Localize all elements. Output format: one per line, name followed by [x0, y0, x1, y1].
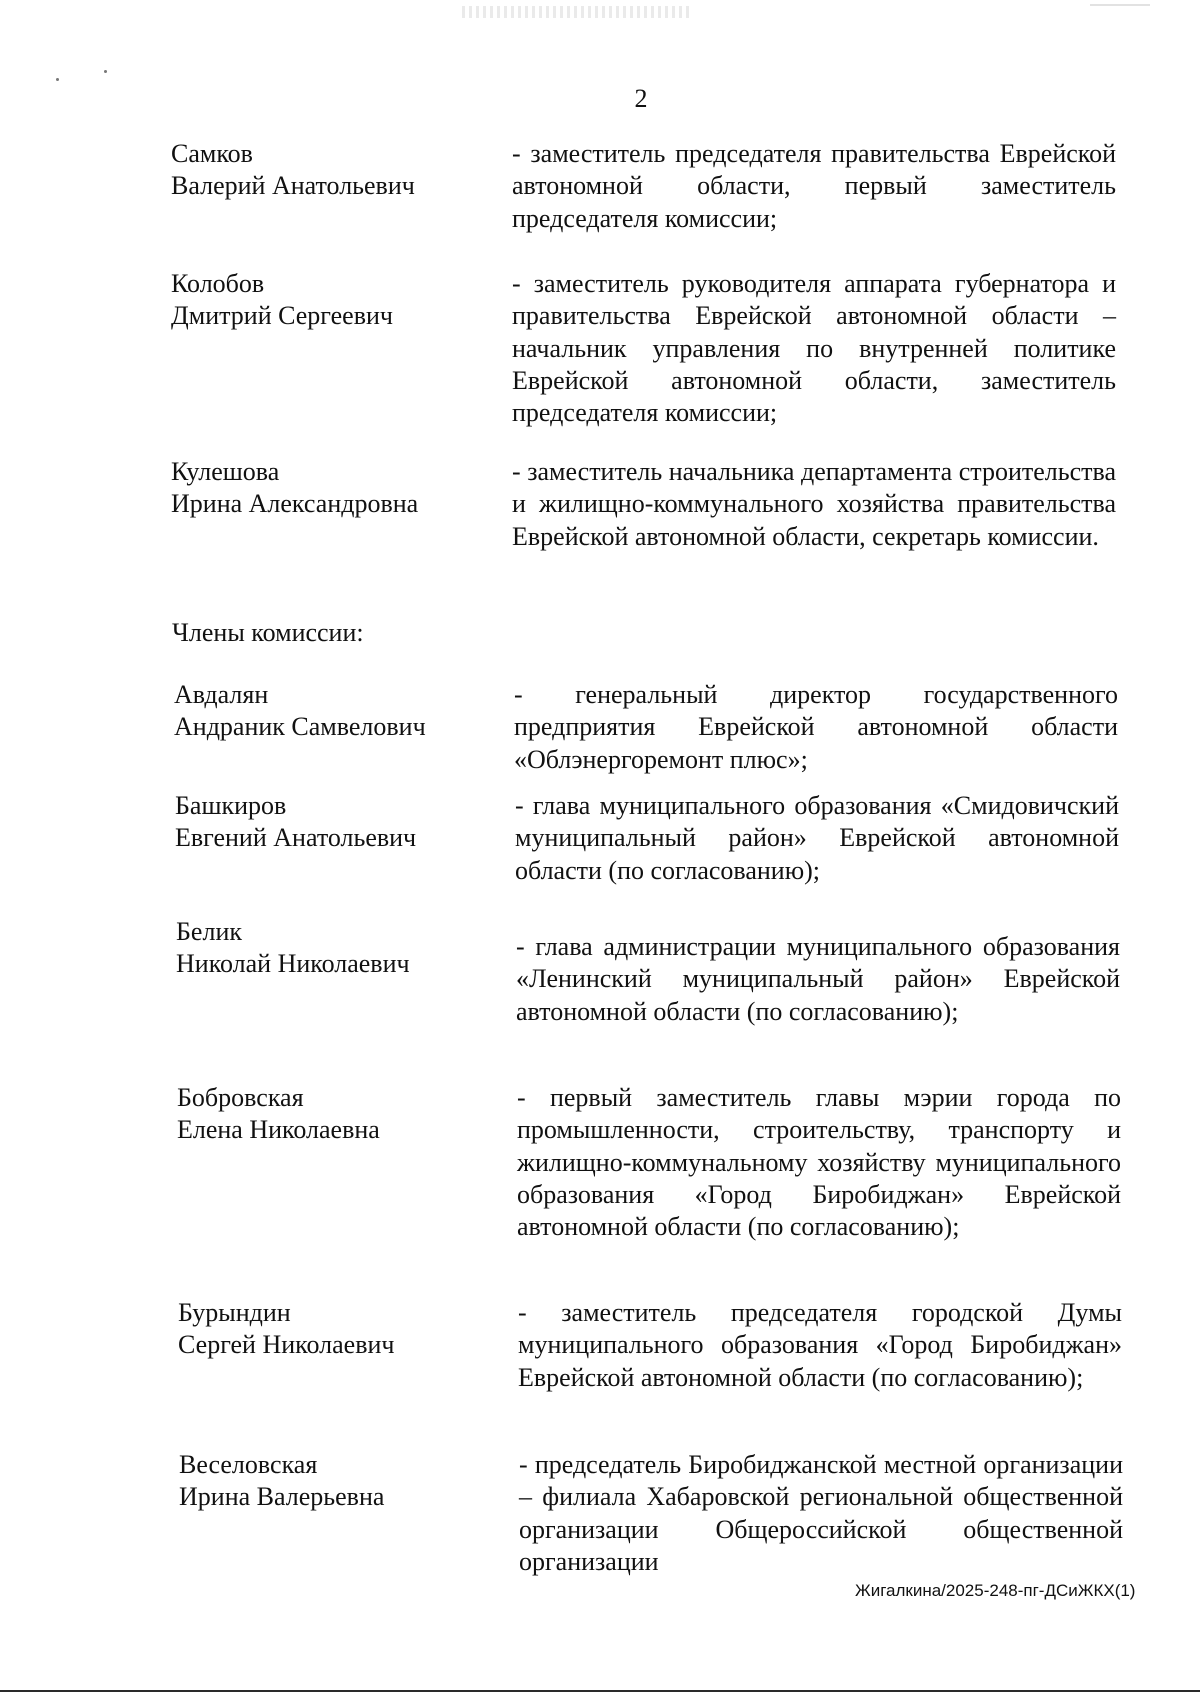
person-role: - заместитель председателя городской Думы муниципального образования «Город Биробиджан» Еврейской автономной области (по согласованию);: [518, 1298, 1122, 1392]
person-given-names: Сергей Николаевич: [178, 1330, 395, 1359]
person-given-names: Андраник Самвелович: [174, 712, 426, 741]
person-name: [176, 916, 476, 980]
person-role: - заместитель начальника департамента строительства и жилищно-коммунального хозяйства правительства Еврейской автономной области, секретарь комиссии.: [512, 457, 1116, 551]
person-role: - генеральный директор государственного предприятия Еврейской автономной области «Облэнергоремонт плюс»;: [514, 680, 1118, 774]
person-role: - глава администрации муниципального образования «Ленинский муниципальный район» Еврейской автономной области (по согласованию);: [516, 932, 1120, 1026]
person-role: - председатель Биробиджанской местной организации – филиала Хабаровской региональной общественной организации Общероссийской общественной организации: [519, 1450, 1123, 1576]
person-given-names: Евгений Анатольевич: [175, 823, 417, 852]
members-heading: Члены комиссии:: [172, 618, 364, 647]
person-surname: Кулешова: [171, 457, 280, 486]
person-name: [179, 1449, 479, 1513]
person-role: - заместитель руководителя аппарата губернатора и правительства Еврейской автономной области – начальник управления по внутренней политике Еврейской автономной области, заместитель председателя комиссии;: [512, 269, 1116, 428]
person-surname: Авдалян: [174, 680, 269, 709]
person-given-names: Ирина Александровна: [171, 489, 419, 518]
person-given-names: Николай Николаевич: [176, 949, 410, 978]
scan-speck: [56, 78, 59, 81]
scan-bottom-edge: [0, 1690, 1200, 1692]
person-surname: Самков: [171, 139, 253, 168]
scan-artifact: [1090, 4, 1150, 6]
document-reference-code: Жигалкина/2025-248-пг-ДСиЖКХ(1): [855, 1581, 1136, 1600]
person-role: - первый заместитель главы мэрии города по промышленности, строительству, транспорту и жилищно-коммунальному хозяйству муниципального образования «Город Биробиджан» Еврейской автономной области (по согласованию);: [517, 1083, 1121, 1242]
page-number: 2: [634, 84, 648, 113]
person-name: [177, 1082, 477, 1146]
person-name: [174, 679, 474, 743]
person-surname: Бурындин: [178, 1298, 291, 1327]
person-name: [175, 790, 475, 854]
person-surname: Белик: [176, 917, 242, 946]
person-name: [171, 138, 471, 202]
person-role: - заместитель председателя правительства Еврейской автономной области, первый заместитель председателя комиссии;: [512, 139, 1116, 233]
person-surname: Колобов: [171, 269, 265, 298]
person-name: [171, 456, 471, 520]
person-surname: Бобровская: [177, 1083, 304, 1112]
person-role: - глава муниципального образования «Смидовичский муниципальный район» Еврейской автономной области (по согласованию);: [515, 791, 1119, 885]
person-name: [178, 1297, 478, 1361]
scan-speck: [104, 70, 107, 73]
person-surname: Веселовская: [179, 1450, 318, 1479]
person-given-names: Валерий Анатольевич: [171, 171, 415, 200]
person-name: [171, 268, 471, 332]
person-given-names: Дмитрий Сергеевич: [171, 301, 393, 330]
person-given-names: Елена Николаевна: [177, 1115, 380, 1144]
person-surname: Башкиров: [175, 791, 287, 820]
person-given-names: Ирина Валерьевна: [179, 1482, 385, 1511]
scan-artifact: [462, 6, 692, 18]
